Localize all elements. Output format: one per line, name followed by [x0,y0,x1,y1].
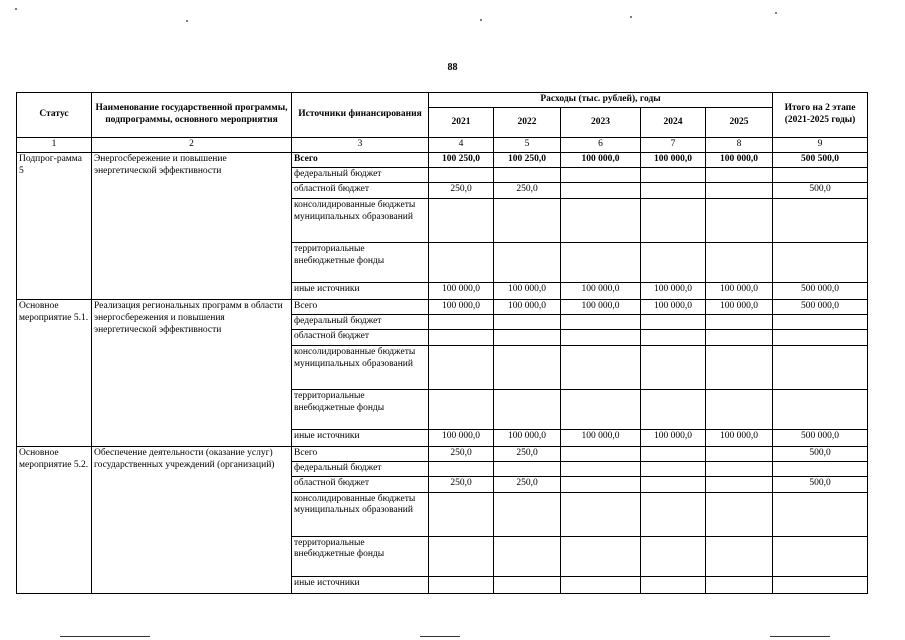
source-cell: федеральный бюджет [292,461,429,476]
total-cell: 500,0 [773,476,868,492]
value-cell: 100 000,0 [494,282,561,299]
value-cell [706,182,773,198]
header-status: Статус [17,93,92,138]
value-cell [494,461,561,476]
value-cell [641,345,706,389]
value-cell [561,182,641,198]
column-number: 1 [17,138,92,153]
value-cell [494,536,561,576]
total-cell: 500 000,0 [773,299,868,314]
column-number: 2 [92,138,292,153]
value-cell [429,314,494,329]
total-cell: 500 500,0 [773,152,868,167]
total-cell [773,536,868,576]
total-cell [773,242,868,282]
status-cell: Основное мероприятие 5.2. [17,446,92,593]
value-cell: 100 000,0 [641,299,706,314]
source-cell: федеральный бюджет [292,167,429,182]
value-cell [561,198,641,242]
value-cell [706,389,773,429]
header-year: 2023 [561,108,641,138]
value-cell: 100 000,0 [561,299,641,314]
source-cell: иные источники [292,429,429,446]
value-cell: 100 000,0 [561,282,641,299]
column-number: 5 [494,138,561,153]
source-cell: территориальные внебюджетные фонды [292,389,429,429]
value-cell: 100 000,0 [641,429,706,446]
table-body [17,138,868,594]
value-cell [561,314,641,329]
value-cell [641,242,706,282]
value-cell [494,329,561,345]
value-cell [494,198,561,242]
header-expenses: Расходы (тыс. рублей), годы [429,93,773,108]
bottom-rule [770,636,830,637]
value-cell [494,492,561,536]
bottom-rule [420,636,460,637]
value-cell [561,389,641,429]
value-cell [641,446,706,461]
value-cell [641,389,706,429]
header-year: 2024 [641,108,706,138]
name-cell: Энергосбережение и повышение энергетической эффективности [92,152,292,299]
value-cell [561,242,641,282]
value-cell [706,576,773,593]
value-cell: 250,0 [429,182,494,198]
value-cell [706,536,773,576]
value-cell [641,314,706,329]
value-cell: 250,0 [429,446,494,461]
value-cell [494,389,561,429]
source-cell: консолидированные бюджеты муниципальных образований [292,492,429,536]
total-cell: 500,0 [773,182,868,198]
column-number: 4 [429,138,494,153]
value-cell [429,461,494,476]
total-cell [773,167,868,182]
value-cell [494,314,561,329]
value-cell [494,576,561,593]
value-cell: 100 000,0 [494,299,561,314]
total-cell: 500 000,0 [773,429,868,446]
value-cell [706,476,773,492]
source-cell: областной бюджет [292,182,429,198]
scan-speck [630,16,632,18]
value-cell [561,461,641,476]
value-cell [706,461,773,476]
value-cell: 100 000,0 [429,299,494,314]
source-cell: иные источники [292,282,429,299]
value-cell [561,345,641,389]
column-number: 9 [773,138,868,153]
total-cell: 500 000,0 [773,282,868,299]
value-cell [494,167,561,182]
value-cell [561,167,641,182]
value-cell: 100 000,0 [706,152,773,167]
column-number: 8 [706,138,773,153]
value-cell: 100 000,0 [641,282,706,299]
budget-table [16,92,868,594]
value-cell [429,242,494,282]
value-cell: 100 000,0 [494,429,561,446]
page-number: 88 [447,62,458,73]
value-cell [641,167,706,182]
scan-speck [186,20,188,22]
source-cell: консолидированные бюджеты муниципальных образований [292,345,429,389]
value-cell [429,167,494,182]
source-cell: территориальные внебюджетные фонды [292,242,429,282]
value-cell [641,492,706,536]
source-cell: Всего [292,446,429,461]
scan-speck [15,8,17,10]
value-cell: 100 000,0 [561,152,641,167]
value-cell [706,345,773,389]
value-cell: 100 250,0 [494,152,561,167]
header-year: 2025 [706,108,773,138]
value-cell [641,329,706,345]
total-cell [773,389,868,429]
value-cell: 250,0 [494,182,561,198]
column-number: 7 [641,138,706,153]
total-cell: 500,0 [773,446,868,461]
header-year: 2022 [494,108,561,138]
total-cell [773,576,868,593]
total-cell [773,314,868,329]
name-cell: Обеспечение деятельности (оказание услуг) государственных учреждений (организаций) [92,446,292,593]
value-cell [494,242,561,282]
value-cell [706,242,773,282]
value-cell [429,198,494,242]
source-cell: областной бюджет [292,329,429,345]
header-year: 2021 [429,108,494,138]
value-cell: 100 250,0 [429,152,494,167]
table-row [17,152,868,167]
value-cell [706,492,773,536]
value-cell [561,576,641,593]
value-cell [641,182,706,198]
header-total: Итого на 2 этапе (2021-2025 годы) [773,93,868,138]
value-cell: 100 000,0 [429,429,494,446]
value-cell: 250,0 [429,476,494,492]
value-cell [429,329,494,345]
scan-speck [775,12,777,14]
total-cell [773,329,868,345]
column-number: 3 [292,138,429,153]
source-cell: территориальные внебюджетные фонды [292,536,429,576]
value-cell [706,329,773,345]
value-cell [641,576,706,593]
total-cell [773,461,868,476]
total-cell [773,492,868,536]
source-cell: областной бюджет [292,476,429,492]
value-cell: 100 000,0 [641,152,706,167]
value-cell [429,492,494,536]
value-cell: 100 000,0 [561,429,641,446]
value-cell [561,492,641,536]
header-name: Наименование государственной программы, подпрограммы, основного мероприятия [92,93,292,138]
value-cell [706,198,773,242]
value-cell [429,576,494,593]
value-cell [641,536,706,576]
source-cell: иные источники [292,576,429,593]
scan-speck [480,19,482,21]
value-cell: 100 000,0 [706,282,773,299]
table-row [17,446,868,461]
value-cell [561,329,641,345]
header-sources: Источники финансирования [292,93,429,138]
value-cell [706,167,773,182]
source-cell: Всего [292,299,429,314]
bottom-rule [60,636,150,637]
value-cell [494,345,561,389]
column-number: 6 [561,138,641,153]
value-cell [641,461,706,476]
value-cell: 100 000,0 [706,429,773,446]
source-cell: Всего [292,152,429,167]
name-cell: Реализация региональных программ в области энергосбережения и повышения энергетической эффективности [92,299,292,446]
value-cell: 100 000,0 [706,299,773,314]
value-cell: 250,0 [494,446,561,461]
value-cell [641,198,706,242]
value-cell [429,345,494,389]
status-cell: Основное мероприятие 5.1. [17,299,92,446]
value-cell [561,536,641,576]
table-row [17,299,868,314]
value-cell [429,389,494,429]
value-cell: 100 000,0 [429,282,494,299]
value-cell [641,476,706,492]
source-cell: федеральный бюджет [292,314,429,329]
status-cell: Подпрог-рамма 5 [17,152,92,299]
value-cell [561,446,641,461]
value-cell [561,476,641,492]
value-cell: 250,0 [494,476,561,492]
value-cell [706,446,773,461]
value-cell [706,314,773,329]
source-cell: консолидированные бюджеты муниципальных образований [292,198,429,242]
column-number-row [17,138,868,153]
value-cell [429,536,494,576]
total-cell [773,198,868,242]
total-cell [773,345,868,389]
